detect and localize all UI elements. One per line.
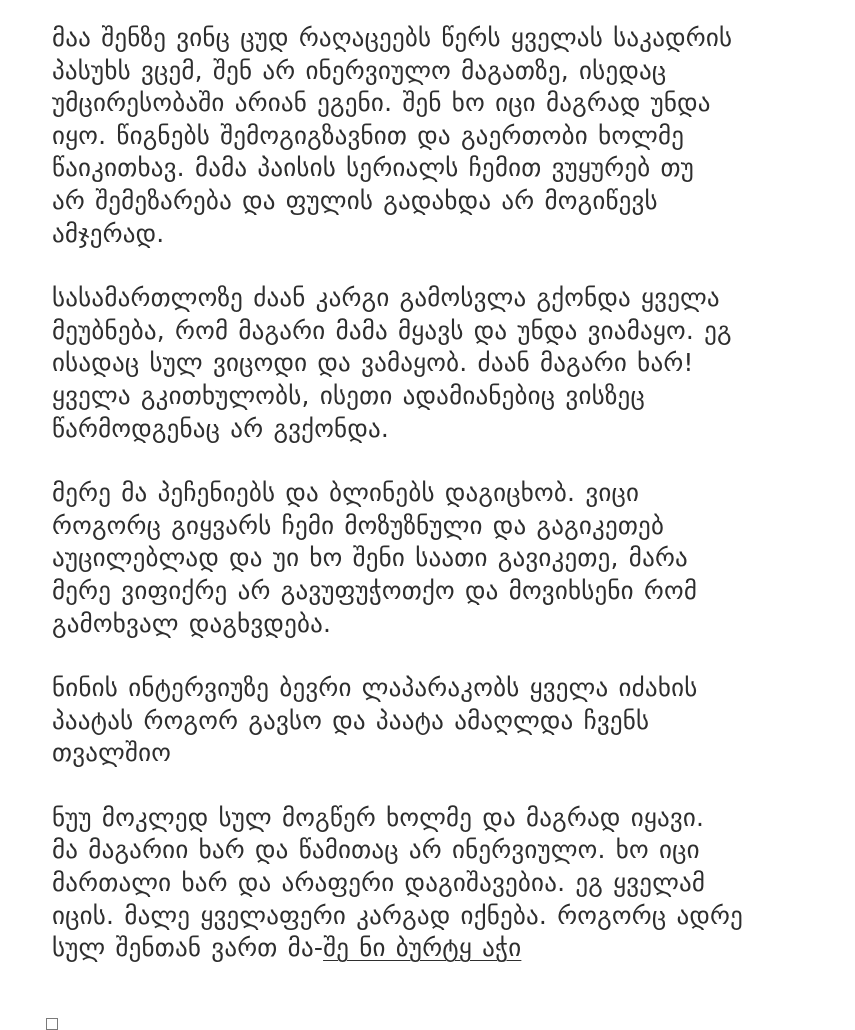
text-line: ამჯერად. — [52, 218, 165, 248]
text-line: პასუხს ვცემ, შენ არ ინერვიულო მაგათზე, ისედაც — [52, 55, 667, 85]
text-line: აუცილებლად და უი ხო შენი საათი გავიკეთე, მარა — [52, 543, 688, 573]
text-line: მაა შენზე ვინც ცუდ რაღაცეებს წერს ყველას საკადრის — [52, 23, 733, 52]
paragraph-3 — [52, 477, 812, 640]
text-line: არ შემეზარება და ფულის გადახდა არ მოგიწევს — [52, 185, 658, 215]
text-line: მეუბნება, რომ მაგარი მამა მყავს და უნდა ვიამაყო. ეგ — [52, 315, 732, 345]
text-line: სასამართლოზე ძაან კარგი გამოსვლა გქონდა ყველა — [52, 283, 720, 313]
text-line: მერე ვიფიქრე არ გავუფუჭოთქო და მოვიხსენი რომ — [52, 575, 698, 605]
text-line: მერე მა პეჩენიებს და ბლინებს დაგიცხობ. ვიცი — [52, 478, 640, 508]
text-line: მართალი ხარ და არაფერი დაგიშავებია. ეგ ყველამ — [52, 868, 706, 898]
text-line: ყველა გკითხულობს, ისეთი ადამიანებიც ვისზეც — [52, 380, 645, 410]
signature: შე ნი ბურტყ აჭი — [323, 933, 522, 963]
text-line: წარმოდგენაც არ გვქონდა. — [52, 413, 390, 443]
page-corner-checkbox — [46, 1018, 58, 1030]
text-line: იცის. მალე ყველაფერი კარგად იქნება. როგორც ადრე — [52, 900, 743, 930]
text-line: ნინის ინტერვიუზე ბევრი ლაპარაკობს ყველა იძახის — [52, 673, 698, 703]
paragraph-4 — [52, 672, 812, 770]
text-line: როგორც გიყვარს ჩემი მოზუზნული და გაგიკეთებ — [52, 510, 665, 540]
closing-text: სულ შენთან ვართ მა- — [52, 933, 324, 963]
text-line: იყო. წიგნებს შემოგიგზავნით და გაერთობი ხოლმე — [52, 120, 685, 150]
text-line: ისადაც სულ ვიცოდი და ვამაყობ. ძაან მაგარი ხარ! — [52, 348, 694, 378]
letter-body — [52, 22, 812, 997]
text-line: თვალშიო — [52, 738, 172, 768]
paragraph-1 — [52, 22, 812, 250]
text-line: ნუუ მოკლედ სულ მოგწერ ხოლმე და მაგრად იყავი. — [52, 802, 705, 832]
text-line: უმცირესობაში არიან ეგენი. შენ ხო იცი მაგრად უნდა — [52, 88, 711, 118]
text-line: გამოხვალ დაგხვდება. — [52, 608, 332, 638]
closing-line — [52, 932, 812, 965]
text-line: მა მაგარიი ხარ და წამითაც არ ინერვიულო. ხო იცი — [52, 835, 700, 865]
text-line: წაიკითხავ. მამა პაისის სერიალს ჩემით ვუყურებ თუ — [52, 153, 695, 183]
paragraph-5 — [52, 802, 812, 965]
text-line: პაატას როგორ გავსო და პაატა ამაღლდა ჩვენს — [52, 705, 650, 735]
paragraph-2 — [52, 282, 812, 445]
